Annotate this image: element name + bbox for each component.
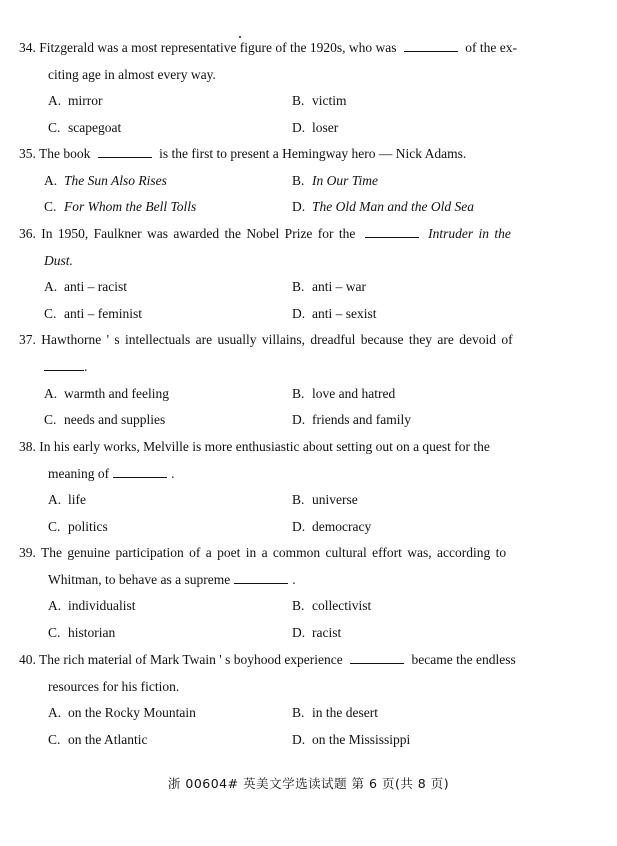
option-label: C.	[48, 625, 61, 640]
question-stem-line	[19, 146, 466, 162]
answer-blank	[98, 146, 152, 158]
option-d[interactable]	[292, 306, 377, 322]
scan-artifact	[239, 36, 241, 38]
option-label: A.	[44, 386, 58, 401]
question-stem-line	[19, 332, 513, 348]
option-text: scapegoat	[68, 120, 122, 135]
stem-text: In his early works, Melville is more enthusiastic about setting out on a quest for the	[39, 439, 490, 454]
question-number: 36.	[19, 226, 36, 241]
option-text: on the Mississippi	[312, 732, 411, 747]
stem-text: Hawthorne ' s intellectuals are usually villains, dreadful because they are devoid of	[41, 332, 513, 347]
option-b[interactable]	[292, 598, 371, 614]
option-label: B.	[292, 93, 305, 108]
option-text: love and hatred	[312, 386, 396, 401]
option-text: For Whom the Bell Tolls	[64, 199, 197, 214]
question-stem-line: resources for his fiction.	[48, 679, 180, 694]
question-number: 35.	[19, 146, 36, 161]
stem-text: .	[84, 359, 88, 374]
stem-text: became the endless	[411, 652, 516, 667]
option-b[interactable]	[292, 93, 347, 109]
option-c[interactable]	[44, 412, 165, 428]
option-text: anti – war	[312, 279, 366, 294]
option-a[interactable]	[44, 173, 167, 189]
option-b[interactable]	[292, 386, 395, 402]
option-text: in the desert	[312, 705, 378, 720]
option-d[interactable]	[292, 412, 411, 428]
option-label: B.	[292, 279, 305, 294]
option-label: B.	[292, 705, 305, 720]
option-text: individualist	[68, 598, 136, 613]
option-a[interactable]	[48, 598, 136, 614]
question-number: 37.	[19, 332, 36, 347]
option-c[interactable]	[44, 306, 142, 322]
question-stem-line	[19, 545, 506, 561]
option-b[interactable]	[292, 705, 378, 721]
option-label: A.	[48, 598, 62, 613]
option-text: needs and supplies	[64, 412, 166, 427]
option-c[interactable]	[48, 120, 121, 136]
question-stem-line	[19, 226, 511, 242]
option-label: B.	[292, 492, 305, 507]
option-a[interactable]	[44, 279, 127, 295]
answer-blank	[113, 466, 167, 478]
option-b[interactable]	[292, 279, 366, 295]
question-stem-line	[44, 359, 87, 375]
option-text: warmth and feeling	[64, 386, 169, 401]
option-label: D.	[292, 732, 306, 747]
option-label: A.	[48, 705, 62, 720]
option-text: The Sun Also Rises	[64, 173, 167, 188]
answer-blank	[350, 652, 404, 664]
option-a[interactable]	[48, 93, 103, 109]
stem-text: In 1950, Faulkner was awarded the Nobel Prize for the	[41, 226, 356, 241]
answer-blank	[404, 40, 458, 52]
stem-text: Whitman, to behave as a supreme	[48, 572, 231, 587]
option-text: loser	[312, 120, 339, 135]
option-text: universe	[312, 492, 358, 507]
question-number: 40.	[19, 652, 36, 667]
option-label: D.	[292, 412, 306, 427]
option-label: A.	[48, 93, 62, 108]
option-label: D.	[292, 306, 306, 321]
option-label: D.	[292, 625, 306, 640]
option-text: anti – sexist	[312, 306, 377, 321]
stem-text: meaning of	[48, 466, 110, 481]
option-b[interactable]	[292, 492, 358, 508]
option-text: collectivist	[312, 598, 372, 613]
option-label: B.	[292, 386, 305, 401]
answer-blank	[234, 572, 288, 584]
option-c[interactable]	[48, 519, 108, 535]
option-text: democracy	[312, 519, 372, 534]
option-c[interactable]	[48, 732, 147, 748]
option-text: mirror	[68, 93, 103, 108]
option-c[interactable]	[48, 625, 115, 641]
question-stem-line: Dust.	[44, 253, 73, 268]
option-label: C.	[48, 732, 61, 747]
option-d[interactable]	[292, 199, 474, 215]
answer-blank	[44, 359, 84, 371]
answer-blank	[365, 226, 419, 238]
option-label: B.	[292, 598, 305, 613]
option-label: C.	[44, 199, 57, 214]
stem-text: .	[171, 466, 175, 481]
option-label: C.	[48, 120, 61, 135]
page-footer: 浙 00604# 英美文学选读试题 第 6 页(共 8 页)	[167, 776, 450, 791]
option-text: friends and family	[312, 412, 411, 427]
option-label: D.	[292, 120, 306, 135]
question-number: 39.	[19, 545, 36, 560]
option-b[interactable]	[292, 173, 378, 189]
option-text: victim	[312, 93, 347, 108]
option-d[interactable]	[292, 625, 341, 641]
question-stem-line	[48, 466, 174, 482]
option-text: on the Rocky Mountain	[68, 705, 196, 720]
option-text: politics	[68, 519, 108, 534]
stem-text: Fitzgerald was a most representative figure of the 1920s, who was	[39, 40, 397, 55]
stem-text: The genuine participation of a poet in a common cultural effort was, according to	[41, 545, 507, 560]
stem-text: The rich material of Mark Twain ' s boyhood experience	[39, 652, 343, 667]
option-text: historian	[68, 625, 116, 640]
option-label: D.	[292, 519, 306, 534]
question-stem-line: citing age in almost every way.	[48, 67, 216, 82]
option-label: A.	[48, 492, 62, 507]
option-label: D.	[292, 199, 306, 214]
question-number: 38.	[19, 439, 36, 454]
option-text: anti – racist	[64, 279, 127, 294]
option-text: life	[68, 492, 86, 507]
option-label: C.	[48, 519, 61, 534]
option-text: racist	[312, 625, 342, 640]
stem-text: Intruder in the	[428, 226, 511, 241]
option-text: In Our Time	[312, 173, 379, 188]
option-d[interactable]	[292, 519, 371, 535]
stem-text: .	[292, 572, 296, 587]
option-label: A.	[44, 173, 58, 188]
stem-text: of the ex-	[465, 40, 518, 55]
option-text: on the Atlantic	[68, 732, 148, 747]
option-label: A.	[44, 279, 58, 294]
stem-text: is the first to present a Hemingway hero — Nick Adams.	[159, 146, 467, 161]
option-a[interactable]	[48, 705, 196, 721]
option-c[interactable]	[44, 199, 196, 215]
question-stem-line	[19, 40, 517, 56]
option-label: C.	[44, 412, 57, 427]
question-stem-line	[48, 572, 296, 588]
option-a[interactable]	[44, 386, 169, 402]
option-text: The Old Man and the Old Sea	[312, 199, 474, 214]
question-number: 34.	[19, 40, 36, 55]
option-text: anti – feminist	[64, 306, 142, 321]
option-label: C.	[44, 306, 57, 321]
option-label: B.	[292, 173, 305, 188]
question-stem-line	[19, 652, 516, 668]
stem-text: The book	[39, 146, 91, 161]
option-d[interactable]	[292, 120, 338, 136]
option-a[interactable]	[48, 492, 86, 508]
option-d[interactable]	[292, 732, 410, 748]
question-stem-line	[19, 439, 490, 455]
